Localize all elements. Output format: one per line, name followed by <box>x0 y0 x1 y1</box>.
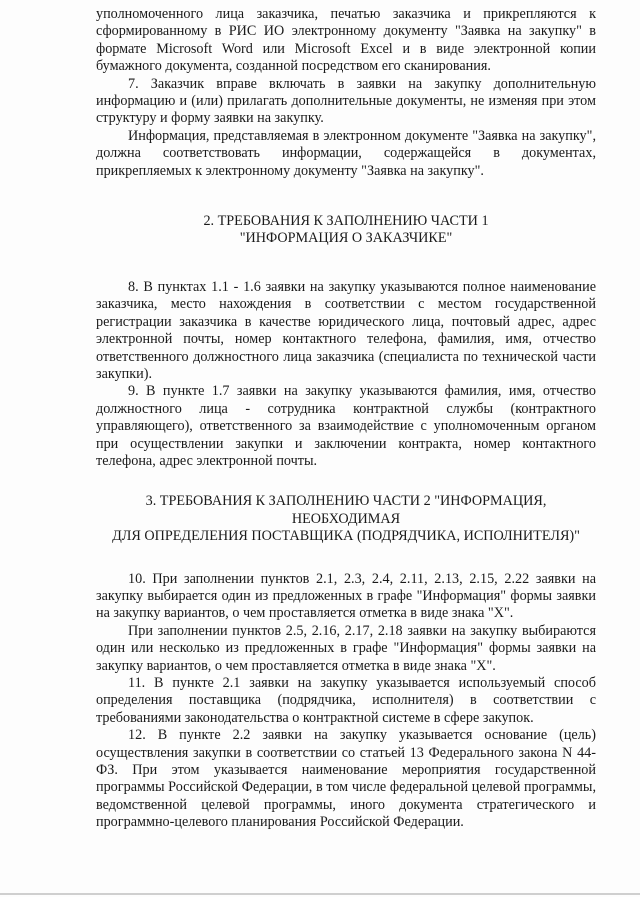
paragraph-10: 10. При заполнении пунктов 2.1, 2.3, 2.4, 2.11, 2.13, 2.15, 2.22 заявки на закупку выбирается один из предложенных в графе "Информация" формы заявки на закупку вариантов, о чем проставляется отметка в виде знака "X". <box>96 570 596 622</box>
scan-bottom-edge <box>0 893 640 895</box>
paragraph-7: 7. Заказчик вправе включать в заявки на закупку дополнительную информацию и (или) прилагать дополнительные документы, не изменяя при этом структуру и форму заявки на закупку. <box>96 75 596 127</box>
section-2-heading-line-1: 2. ТРЕБОВАНИЯ К ЗАПОЛНЕНИЮ ЧАСТИ 1 <box>203 213 489 230</box>
paragraph-12: 12. В пункте 2.2 заявки на закупку указывается основание (цель) осуществления закупки в соответствии со статьей 13 Федерального закона N 44-ФЗ. При этом указывается наименование мероприятия государственной программы Российской Федерации, в том числе федеральной целевой программы, ведомственной целевой программы, иного документа стратегического и программно-целевого планирования Российской Федерации. <box>96 727 596 831</box>
section-3-heading-line-3: ДЛЯ ОПРЕДЕЛЕНИЯ ПОСТАВЩИКА (ПОДРЯДЧИКА, ИСПОЛНИТЕЛЯ)" <box>112 528 580 545</box>
paragraph-9: 9. В пункте 1.7 заявки на закупку указываются фамилия, имя, отчество должностного лица - сотрудника контрактной службы (контрактного управляющего), ответственного за взаимодействие с уполномоченным органом при осуществлении закупки и заключении контракта, номер контактного телефона, адрес электронной почты. <box>96 383 596 469</box>
document-body <box>96 6 596 832</box>
paragraph-intro-continuation: уполномоченного лица заказчика, печатью заказчика и прикрепляются к сформированному в РИС ИО электронному документу "Заявка на закупку" в формате Microsoft Word или Microsoft Excel и в виде электронной копии бумажного документа, созданной посредством его сканирования. <box>96 6 596 75</box>
section-3-heading-line-2: НЕОБХОДИМАЯ <box>291 510 401 527</box>
paragraph-10-multiple-choice: При заполнении пунктов 2.5, 2.16, 2.17, 2.18 заявки на закупку выбираются один или несколько из предложенных в графе "Информация" формы заявки на закупку вариантов, о чем проставляется отметка в виде знака "X". <box>96 622 596 674</box>
section-3-heading-line-1: 3. ТРЕБОВАНИЯ К ЗАПОЛНЕНИЮ ЧАСТИ 2 "ИНФОРМАЦИЯ, <box>145 493 547 510</box>
section-2-heading-line-2: "ИНФОРМАЦИЯ О ЗАКАЗЧИКЕ" <box>239 230 453 247</box>
paragraph-11: 11. В пункте 2.1 заявки на закупку указывается используемый способ определения поставщика (подрядчика, исполнителя) в соответствии с требованиями законодательства о контрактной системе в сфере закупок. <box>96 675 596 726</box>
section-3-heading <box>96 493 596 545</box>
paragraph-7-information: Информация, представляемая в электронном документе "Заявка на закупку", должна соответствовать информации, содержащейся в документах, прикрепляемых к электронному документу "Заявка на закупку". <box>96 127 596 179</box>
paragraph-8: 8. В пунктах 1.1 - 1.6 заявки на закупку указываются полное наименование заказчика, место нахождения в соответствии с местом государственной регистрации заказчика в качестве юридического лица, почтовый адрес, адрес электронной почты, номер контактного телефона, фамилия, имя, отчество ответственного должностного лица заказчика (специалиста по технической части закупки). <box>96 278 596 382</box>
section-2-heading <box>96 213 596 248</box>
